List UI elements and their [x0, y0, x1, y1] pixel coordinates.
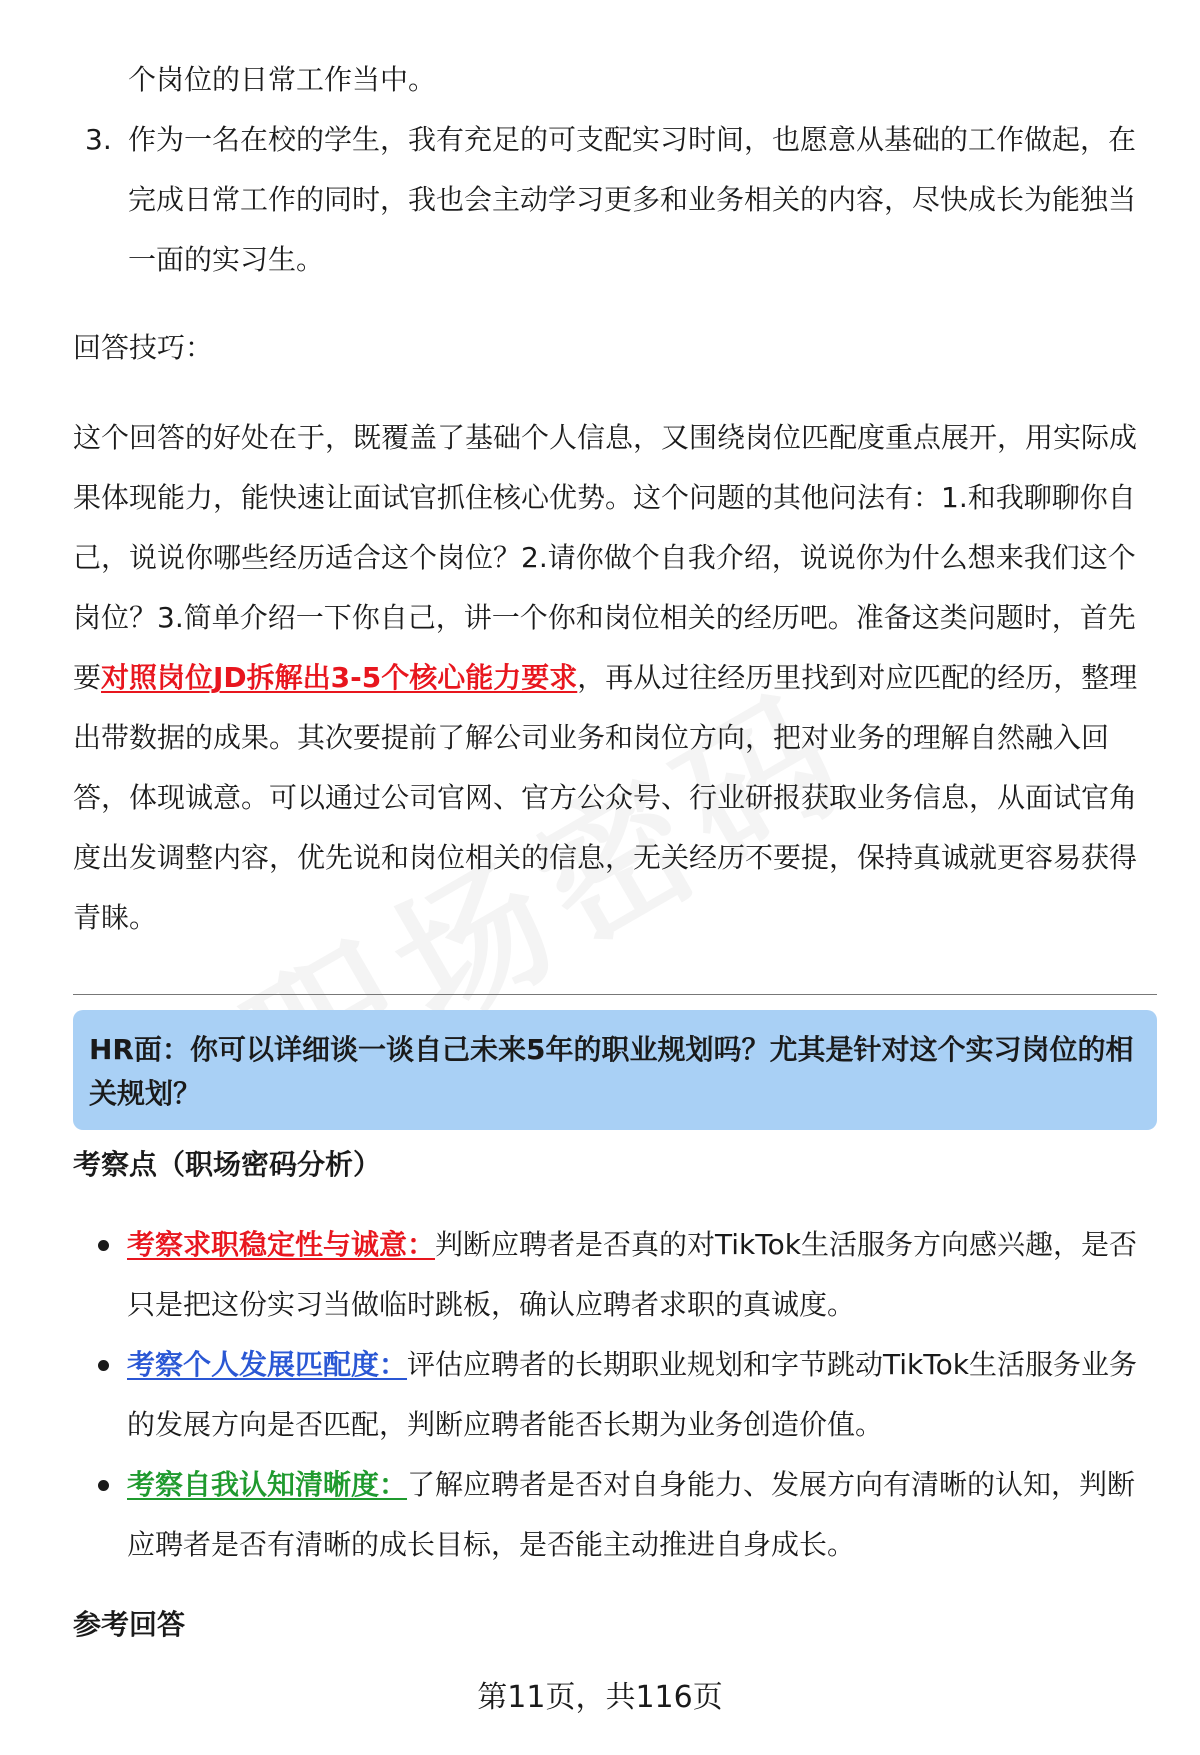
tips-paragraph	[73, 408, 1148, 948]
list-item-text: 作为一名在校的学生，我有充足的可支配实习时间，也愿意从基础的工作做起，在完成日常工作的同时，我也会主动学习更多和业务相关的内容，尽快成长为能独当一面的实习生。	[128, 123, 1137, 276]
bullet-icon	[98, 1480, 109, 1491]
bullet-icon	[98, 1240, 109, 1251]
list-item	[92, 1455, 1152, 1575]
tips-highlight: 对照岗位JD拆解出3-5个核心能力要求	[101, 661, 578, 694]
bullet-list	[92, 1215, 1152, 1575]
bullet-label: 考察求职稳定性与诚意：	[127, 1228, 436, 1261]
bullet-icon	[98, 1360, 109, 1371]
continuation-text: 个岗位的日常工作当中。	[128, 63, 437, 96]
section-title: 考察点（职场密码分析）	[73, 1148, 382, 1181]
bullet-label: 考察自我认知清晰度：	[127, 1468, 408, 1501]
numbered-list-item	[85, 110, 1145, 290]
tips-label: 回答技巧：	[73, 331, 214, 364]
list-number: 3.	[85, 123, 112, 156]
reference-title: 参考回答	[73, 1608, 186, 1641]
bullet-text: 判断应聘者是否真的对TikTok生活服务方向感兴趣，是否只是把这份实习当做临时跳板，确认应聘者求职的真诚度。	[127, 1228, 1137, 1321]
bullet-text: 评估应聘者的长期职业规划和字节跳动TikTok生活服务业务的发展方向是否匹配，判断应聘者能否长期为业务创造价值。	[127, 1348, 1137, 1441]
section-divider	[73, 994, 1157, 995]
bullet-text: 了解应聘者是否对自身能力、发展方向有清晰的认知，判断应聘者是否有清晰的成长目标，是否能主动推进自身成长。	[127, 1468, 1136, 1561]
bullet-label: 考察个人发展匹配度：	[127, 1348, 408, 1381]
tips-text-before: 这个回答的好处在于，既覆盖了基础个人信息，又围绕岗位匹配度重点展开，用实际成果体现能力，能快速让面试官抓住核心优势。这个问题的其他问法有：1.和我聊聊你自己，说说你哪些经历适合这个岗位？2.请你做个自我介绍，说说你为什么想来我们这个岗位？3.简单介绍一下你自己，讲一个你和岗位相关的经历吧。准备这类问题时，首先要	[73, 421, 1138, 694]
question-box	[73, 1010, 1157, 1130]
page-number: 第11页，共116页	[477, 1680, 723, 1715]
list-item	[92, 1335, 1152, 1455]
tips-text-after: ，再从过往经历里找到对应匹配的经历，整理出带数据的成果。其次要提前了解公司业务和岗位方向，把对业务的理解自然融入回答，体现诚意。可以通过公司官网、官方公众号、行业研报获取业务信息，从面试官角度出发调整内容，优先说和岗位相关的信息，无关经历不要提，保持真诚就更容易获得青睐。	[73, 661, 1138, 934]
question-text: HR面：你可以详细谈一谈自己未来5年的职业规划吗？尤其是针对这个实习岗位的相关规划？	[89, 1033, 1134, 1110]
list-item	[92, 1215, 1152, 1335]
